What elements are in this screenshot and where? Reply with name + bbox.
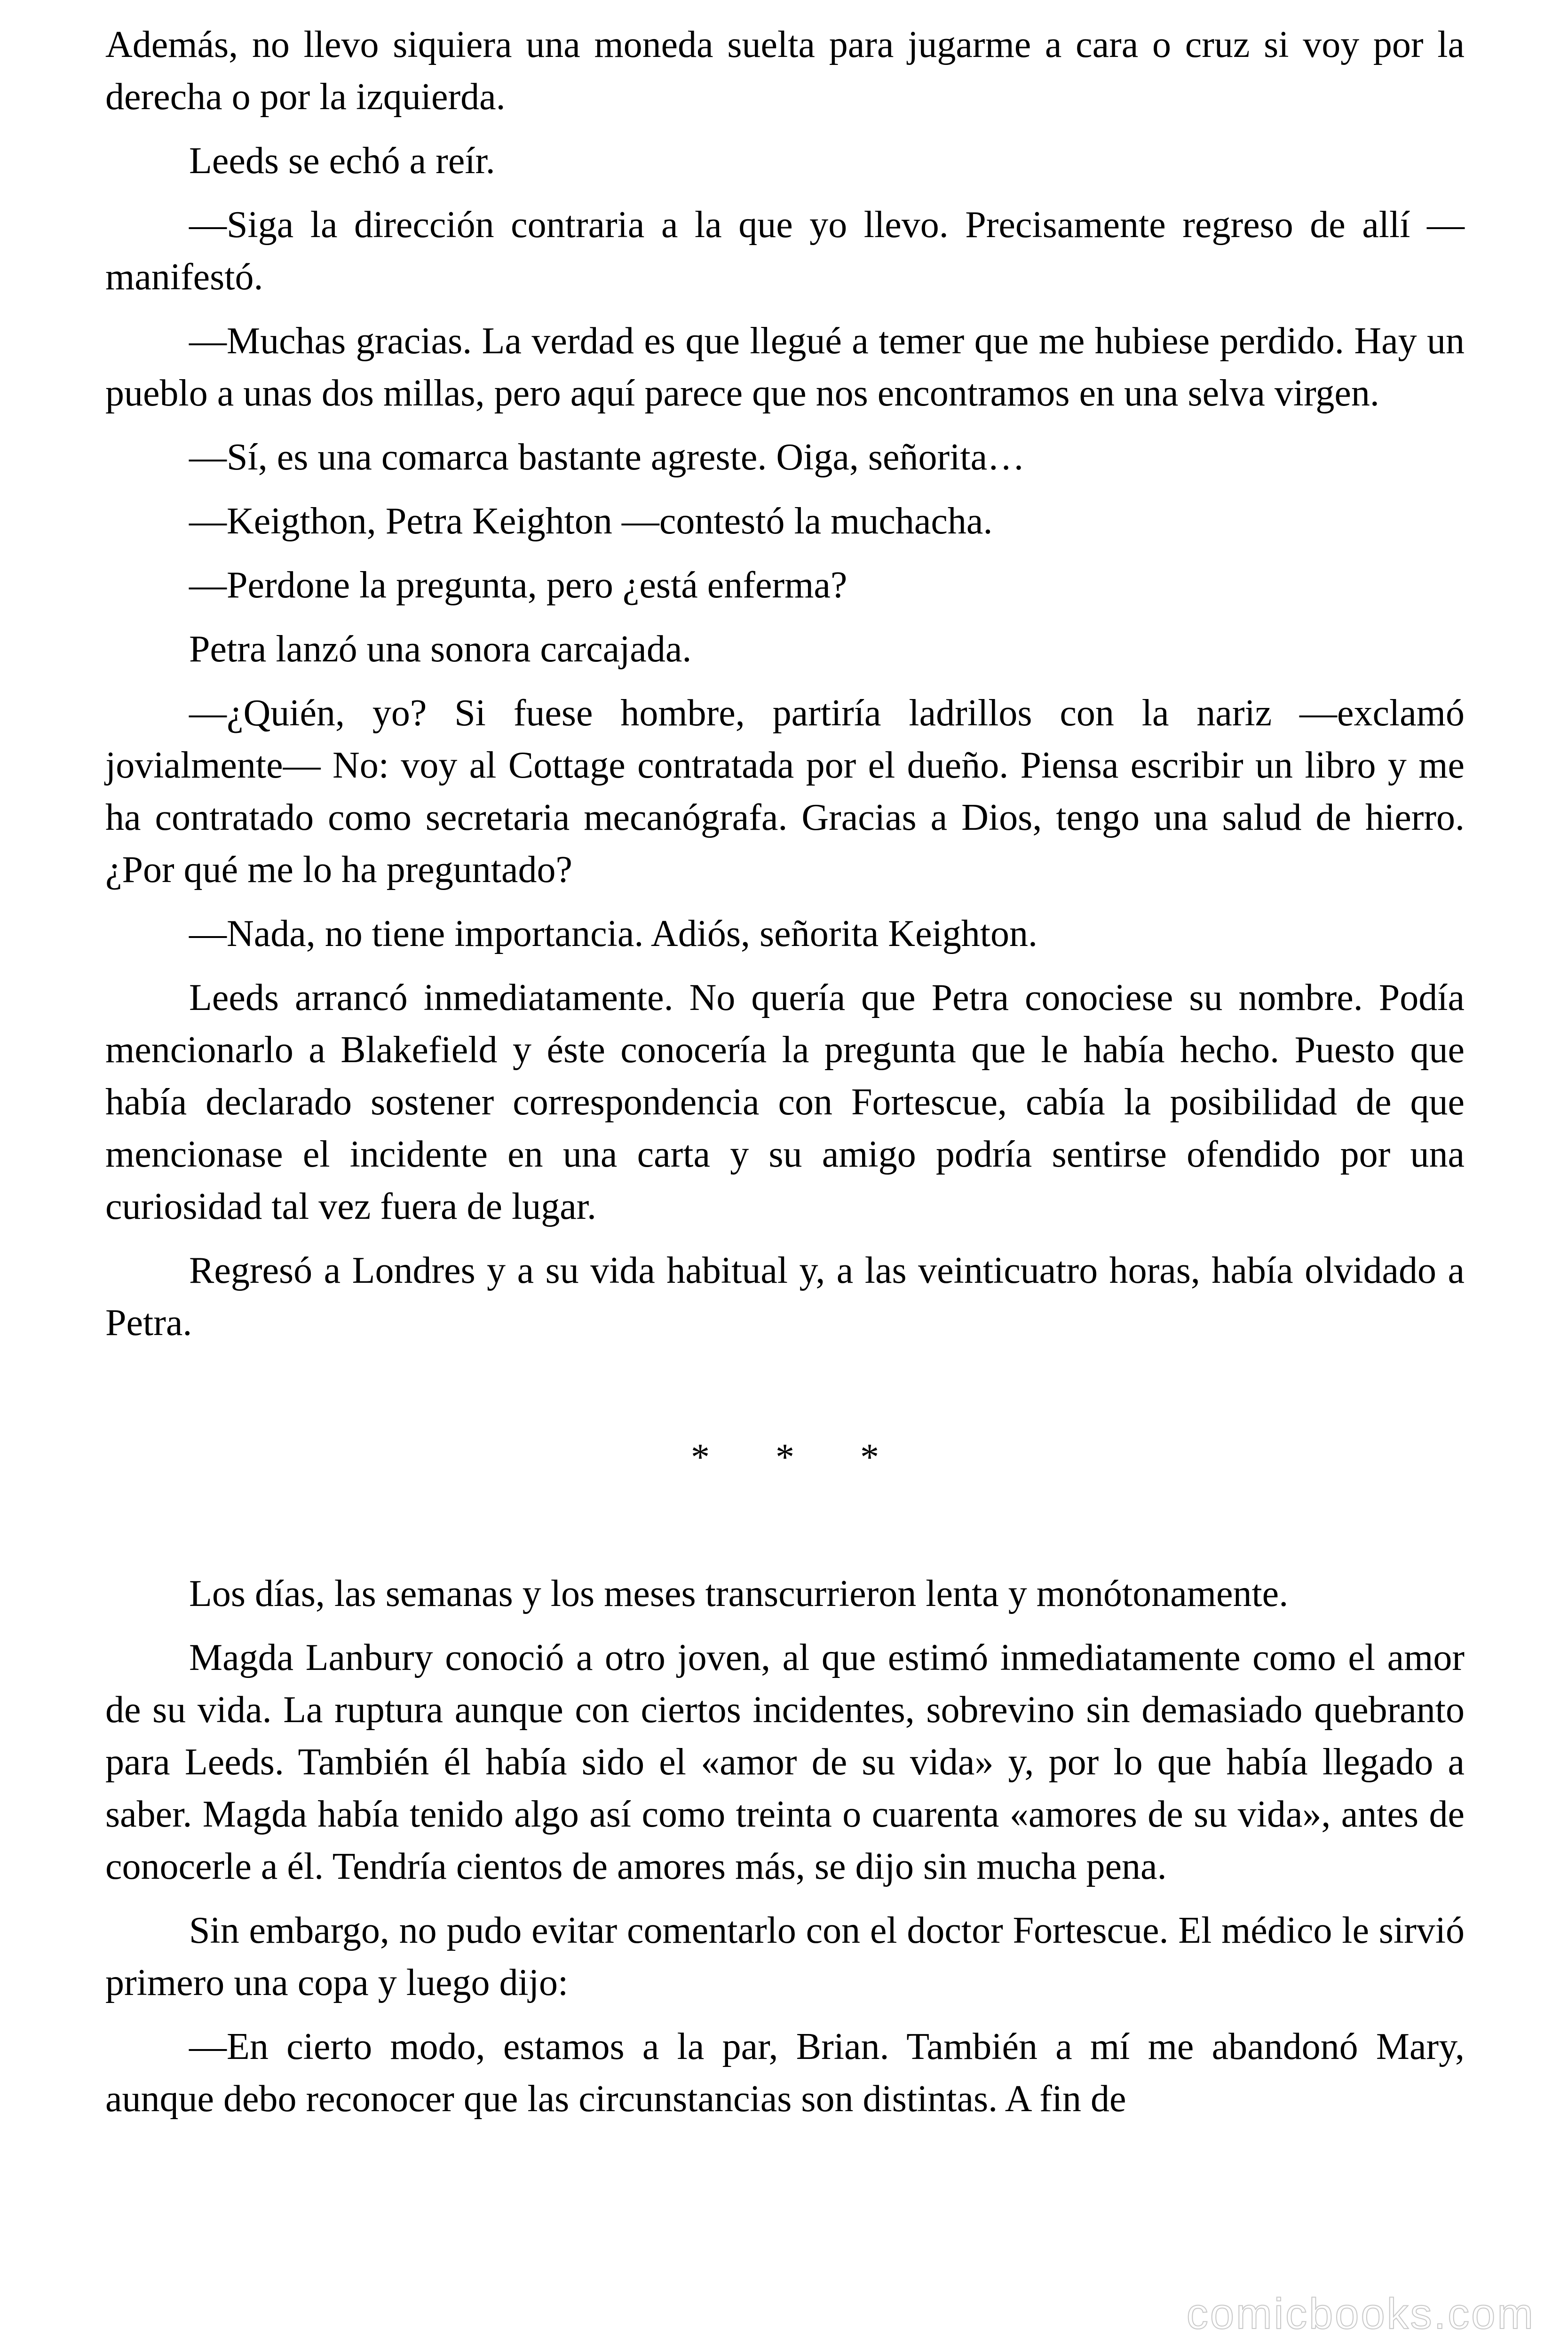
- paragraph-9: —¿Quién, yo? Si fuese hombre, partiría ladrillos con la nariz —exclamó jovialmente— No: voy al Cottage contratada por el dueño. Piensa escribir un libro y me ha contratado como secretaria mecanógrafa. Gracias a Dios, tengo una salud de hierro. ¿Por qué me lo ha preguntado?: [105, 692, 1465, 890]
- paragraph-11: Leeds arrancó inmediatamente. No quería que Petra conociese su nombre. Podía mencionarlo a Blakefield y éste conocería la pregunta que le había hecho. Puesto que había declarado sostener correspondencia con Fortescue, cabía la posibilidad de que mencionase el incidente en una carta y su amigo podría sentirse ofendido por una curiosidad tal vez fuera de lugar.: [105, 977, 1465, 1227]
- document-page: [105, 19, 1465, 2137]
- scene-break: [105, 1361, 1465, 1568]
- paragraph-12: Regresó a Londres y a su vida habitual y, a las veinticuatro horas, había olvidado a Petra.: [105, 1250, 1465, 1343]
- paragraph-7: —Perdone la pregunta, pero ¿está enferma?: [189, 564, 847, 606]
- paragraph-10: —Nada, no tiene importancia. Adiós, señorita Keighton.: [189, 913, 1038, 954]
- paragraph-16: —En cierto modo, estamos a la par, Brian. También a mí me abandonó Mary, aunque debo reconocer que las circunstancias son distintas. A fin de: [105, 2026, 1465, 2120]
- paragraph-2: Leeds se echó a reír.: [189, 140, 495, 182]
- paragraph-6: —Keigthon, Petra Keighton —contestó la muchacha.: [189, 501, 993, 542]
- paragraph-13: Los días, las semanas y los meses transcurrieron lenta y monótonamente.: [189, 1573, 1289, 1614]
- paragraph-8: Petra lanzó una sonora carcajada.: [189, 628, 692, 670]
- paragraph-1: Además, no llevo siquiera una moneda suelta para jugarme a cara o cruz si voy por la derecha o por la izquierda.: [105, 24, 1465, 118]
- paragraph-5: —Sí, es una comarca bastante agreste. Oiga, señorita…: [189, 437, 1025, 478]
- scene-break-asterisks: * * *: [691, 1437, 907, 1478]
- paragraph-4: —Muchas gracias. La verdad es que llegué a temer que me hubiese perdido. Hay un pueblo a unas dos millas, pero aquí parece que nos encontramos en una selva virgen.: [105, 320, 1465, 414]
- paragraph-3: —Siga la dirección contraria a la que yo llevo. Precisamente regreso de allí —manifestó.: [105, 204, 1465, 298]
- paragraph-14: Magda Lanbury conoció a otro joven, al que estimó inmediatamente como el amor de su vida. La ruptura aunque con ciertos incidentes, sobrevino sin demasiado quebranto para Leeds. También él había sido el «amor de su vida» y, por lo que había llegado a saber. Magda había tenido algo así como treinta o cuarenta «amores de su vida», antes de conocerle a él. Tendría cientos de amores más, se dijo sin mucha pena.: [105, 1637, 1465, 1887]
- paragraph-15: Sin embargo, no pudo evitar comentarlo con el doctor Fortescue. El médico le sirvió primero una copa y luego dijo:: [105, 1910, 1465, 2003]
- watermark: comicbooks.com: [1186, 2290, 1535, 2338]
